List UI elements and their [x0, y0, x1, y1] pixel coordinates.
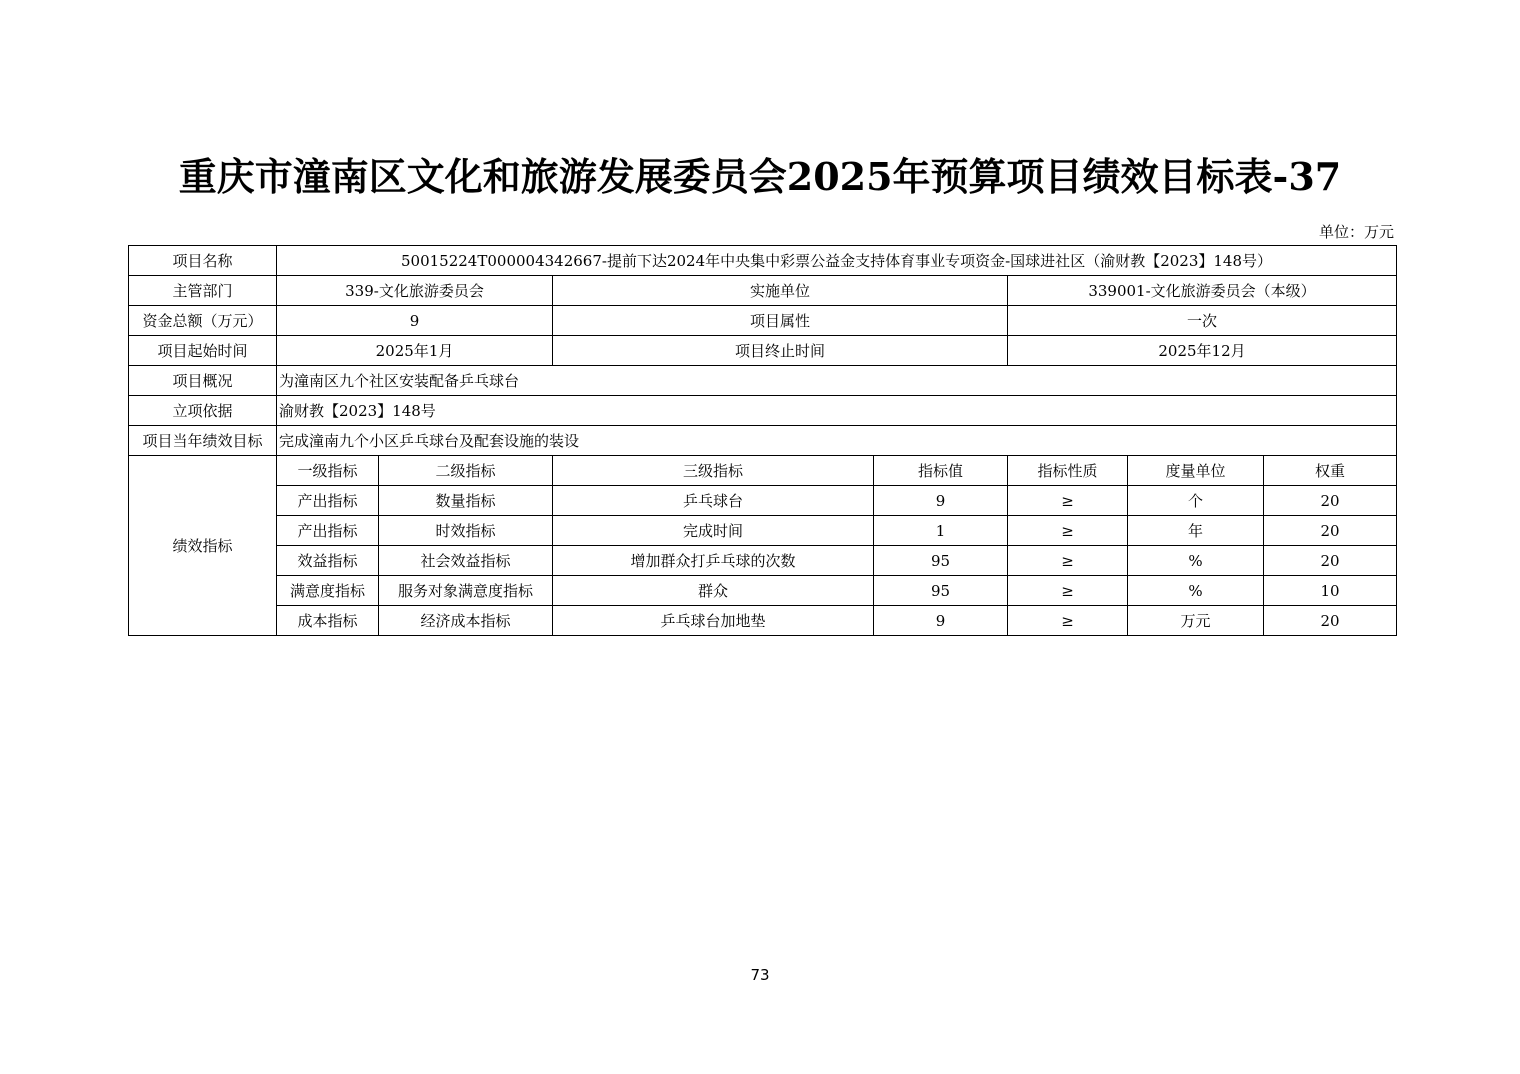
indicator-cell: 完成时间	[553, 516, 874, 546]
indicator-cell: 10	[1264, 576, 1397, 606]
indicator-cell: 产出指标	[277, 516, 379, 546]
indicator-cell: 年	[1128, 516, 1264, 546]
indicator-cell: 群众	[553, 576, 874, 606]
header-cell: 度量单位	[1128, 456, 1264, 486]
indicator-cell: 满意度指标	[277, 576, 379, 606]
indicator-row	[129, 576, 1397, 606]
indicator-cell: %	[1128, 576, 1264, 606]
indicator-cell: 成本指标	[277, 606, 379, 636]
indicator-cell: 20	[1264, 546, 1397, 576]
indicator-cell: 时效指标	[379, 516, 553, 546]
header-cell: 指标值	[874, 456, 1008, 486]
basis-value: 渝财教【2023】148号	[277, 396, 1397, 426]
row-project-name	[129, 246, 1397, 276]
header-cell: 二级指标	[379, 456, 553, 486]
row-fund	[129, 306, 1397, 336]
indicator-cell: 增加群众打乒乓球的次数	[553, 546, 874, 576]
row-time	[129, 336, 1397, 366]
cell-label: 项目属性	[553, 306, 1008, 336]
indicator-cell: 乒乓球台	[553, 486, 874, 516]
overview-value: 为潼南区九个社区安装配备乒乓球台	[277, 366, 1397, 396]
indicator-cell: 1	[874, 516, 1008, 546]
indicator-cell: 20	[1264, 486, 1397, 516]
unit-label: 单位：万元	[1318, 223, 1394, 241]
indicator-cell: %	[1128, 546, 1264, 576]
indicator-row	[129, 546, 1397, 576]
indicator-row	[129, 606, 1397, 636]
row-basis	[129, 396, 1397, 426]
indicator-cell: 乒乓球台加地垫	[553, 606, 874, 636]
dept-value: 339-文化旅游委员会	[277, 276, 553, 306]
indicator-cell: 个	[1128, 486, 1264, 516]
indicator-cell: 20	[1264, 516, 1397, 546]
cell-label: 实施单位	[553, 276, 1008, 306]
fund-value: 9	[277, 306, 553, 336]
indicator-cell: 20	[1264, 606, 1397, 636]
page-title: 重庆市潼南区文化和旅游发展委员会2025年预算项目绩效目标表-37	[178, 154, 1342, 199]
indicator-cell: ≥	[1008, 576, 1128, 606]
cell-label: 主管部门	[129, 276, 277, 306]
cell-label: 项目概况	[129, 366, 277, 396]
row-overview	[129, 366, 1397, 396]
project-name-value: 50015224T000004342667-提前下达2024年中央集中彩票公益金支持体育事业专项资金-国球进社区（渝财教【2023】148号）	[277, 246, 1397, 276]
start-value: 2025年1月	[277, 336, 553, 366]
indicator-cell: ≥	[1008, 606, 1128, 636]
indicator-cell: 95	[874, 546, 1008, 576]
row-department	[129, 276, 1397, 306]
indicator-cell: 服务对象满意度指标	[379, 576, 553, 606]
indicator-cell: 产出指标	[277, 486, 379, 516]
end-value: 2025年12月	[1008, 336, 1397, 366]
header-cell: 指标性质	[1008, 456, 1128, 486]
indicator-cell: 经济成本指标	[379, 606, 553, 636]
indicator-cell: ≥	[1008, 546, 1128, 576]
performance-table	[128, 245, 1397, 636]
indicator-cell: ≥	[1008, 516, 1128, 546]
indicator-cell: 95	[874, 576, 1008, 606]
indicator-cell: 数量指标	[379, 486, 553, 516]
indicator-cell: ≥	[1008, 486, 1128, 516]
header-cell: 一级指标	[277, 456, 379, 486]
cell-label: 项目当年绩效目标	[129, 426, 277, 456]
indicator-section-label: 绩效指标	[129, 456, 277, 636]
row-goal	[129, 426, 1397, 456]
page-number: 73	[750, 966, 770, 984]
row-indicator-header	[129, 456, 1397, 486]
indicator-cell: 9	[874, 486, 1008, 516]
indicator-row	[129, 516, 1397, 546]
indicator-cell: 9	[874, 606, 1008, 636]
header-cell: 三级指标	[553, 456, 874, 486]
cell-label: 立项依据	[129, 396, 277, 426]
indicator-cell: 社会效益指标	[379, 546, 553, 576]
indicator-cell: 万元	[1128, 606, 1264, 636]
attr-value: 一次	[1008, 306, 1397, 336]
impl-value: 339001-文化旅游委员会（本级）	[1008, 276, 1397, 306]
cell-label: 资金总额（万元）	[129, 306, 277, 336]
cell-label: 项目起始时间	[129, 336, 277, 366]
goal-value: 完成潼南九个小区乒乓球台及配套设施的装设	[277, 426, 1397, 456]
indicator-cell: 效益指标	[277, 546, 379, 576]
indicator-row	[129, 486, 1397, 516]
header-cell: 权重	[1264, 456, 1397, 486]
cell-label: 项目名称	[129, 246, 277, 276]
cell-label: 项目终止时间	[553, 336, 1008, 366]
